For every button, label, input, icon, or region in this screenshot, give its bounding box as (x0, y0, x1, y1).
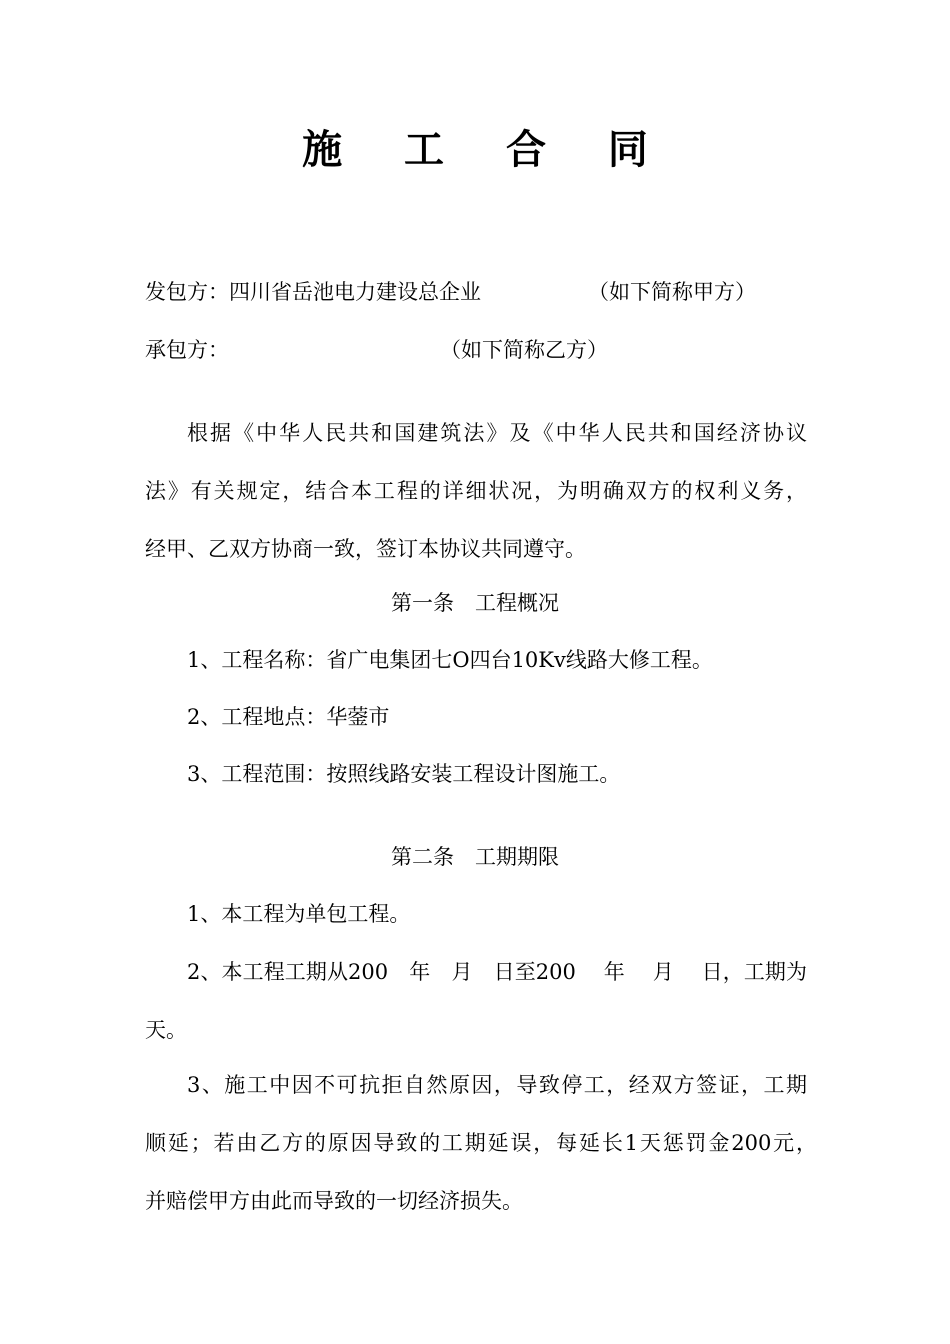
preamble-line-1: 根据《中华人民共和国建筑法》及《中华人民共和国经济协议 (187, 421, 807, 445)
contractor-note: （如下简称乙方） (440, 338, 608, 362)
document-title: 施 工 合 同 (302, 127, 672, 173)
contractor-label: 承包方： (145, 338, 229, 362)
article-1-item-2: 2、工程地点：华蓥市 (187, 705, 390, 729)
article-1-heading: 第一条 工程概况 (391, 591, 559, 615)
preamble-line-3: 经甲、乙双方协商一致，签订本协议共同遵守。 (145, 537, 586, 561)
article-2-item-2-line-1: 2、本工程工期从200 年 月 日至200 年 月 日，工期为 (187, 960, 807, 984)
contractor-line (145, 335, 825, 365)
article-2-item-3-line-1: 3、施工中因不可抗拒自然原因，导致停工，经双方签证，工期 (187, 1073, 807, 1097)
employer-line (145, 277, 825, 307)
article-2-item-3-line-2: 顺延；若由乙方的原因导致的工期延误，每延长1天惩罚金200元， (145, 1131, 817, 1155)
article-1-item-3: 3、工程范围：按照线路安装工程设计图施工。 (187, 762, 621, 786)
article-2-item-3-line-3: 并赔偿甲方由此而导致的一切经济损失。 (145, 1189, 523, 1213)
article-1-item-1: 1、工程名称：省广电集团七O四台10Kv线路大修工程。 (187, 648, 713, 672)
employer-note: （如下简称甲方） (588, 280, 756, 304)
article-2-item-1: 1、本工程为单包工程。 (187, 902, 411, 926)
article-2-heading: 第二条 工期期限 (391, 845, 559, 869)
preamble-line-2: 法》有关规定，结合本工程的详细状况，为明确双方的权利义务， (145, 479, 807, 503)
article-2-item-2-line-2: 天。 (145, 1018, 187, 1042)
employer-label: 发包方：四川省岳池电力建设总企业 (145, 280, 481, 304)
